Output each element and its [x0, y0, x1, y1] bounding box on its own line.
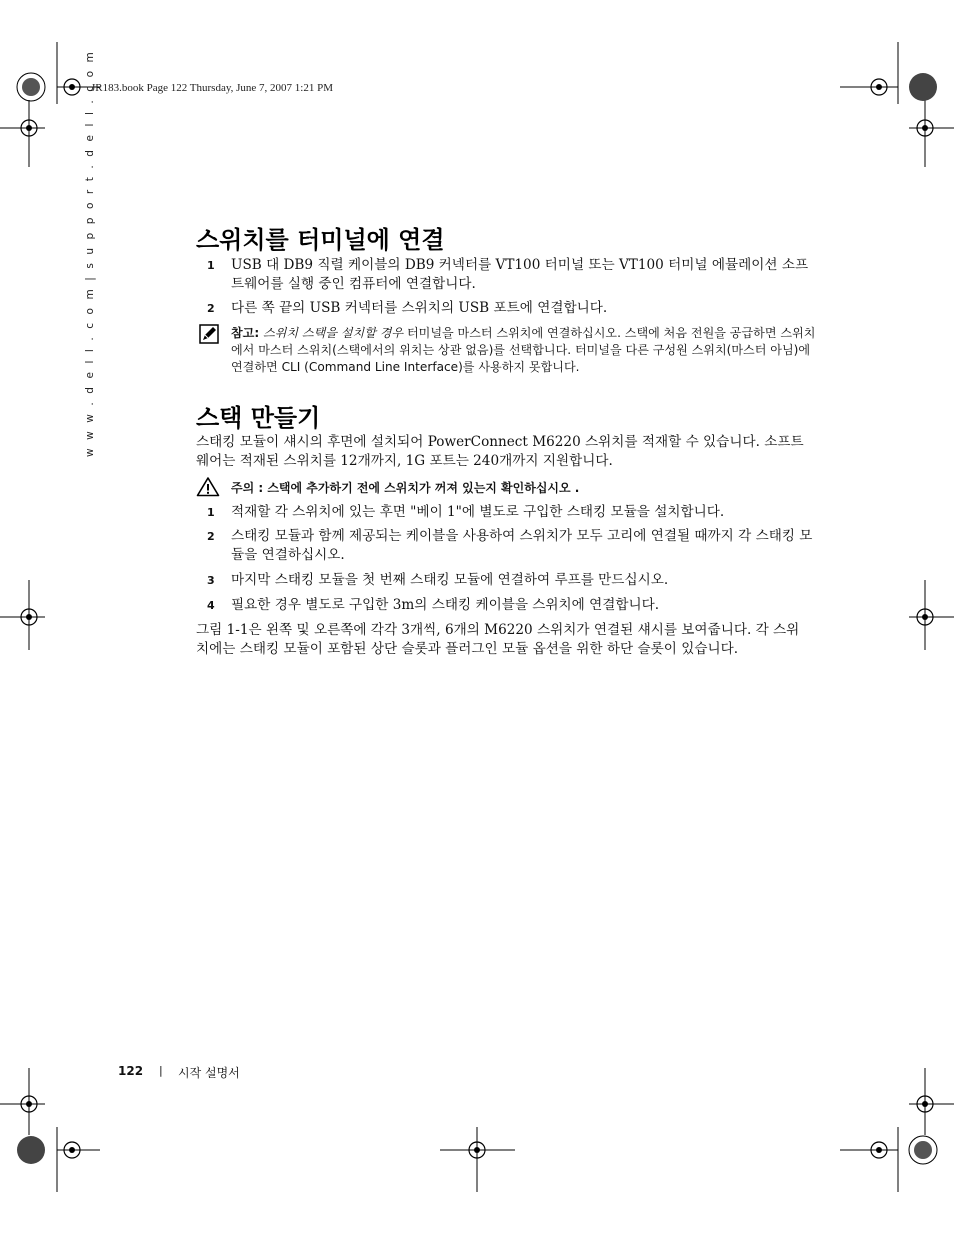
step-text: 다른 쪽 끝의 USB 커넥터를 스위치의 USB 포트에 연결합니다. [231, 300, 608, 316]
closing-paragraph: 그림 1-1은 왼쪽 및 오른쪽에 각각 3개씩, 6개의 M6220 스위치가 연결된 섀시를 보여줍니다. 각 스위치에는 스태킹 모듈이 포함된 상단 슬롯과 플러그인 모듈 옵션을 위한 하단 슬롯이 있습니다. [196, 622, 800, 657]
caution-text: 주의 : 스택에 추가하기 전에 스위치가 꺼져 있는지 확인하십시오 . [231, 481, 580, 495]
note-text: 터미널을 마스터 스위치에 연결하십시오. 스택에 처음 전원을 공급하면 스위치에서 마스터 스위치(스택에서의 위치는 상관 없음)를 선택합니다. 터미널을 다른 구성원 스위치(마스터 아님)에 연결하면 CLI (Command Line Interface)를 사용하지 못합니다. [231, 326, 816, 374]
note-block [231, 325, 816, 376]
side-url-text: w w w . d e l l . c o m | s u p p o r t . d e l l . c o m [84, 49, 96, 457]
print-header: JR183.book Page 122 Thursday, June 7, 2007 1:21 PM [91, 82, 333, 94]
step-number: 2 [207, 530, 215, 543]
step-number: 2 [207, 302, 215, 315]
note-label: 참고: [231, 326, 260, 340]
step-text: 필요한 경우 별도로 구입한 3m의 스태킹 케이블을 스위치에 연결합니다. [231, 597, 660, 613]
step-text: USB 대 DB9 직렬 케이블의 DB9 커넥터를 VT100 터미널 또는 VT100 터미널 에뮬레이션 소프트웨어를 실행 중인 컴퓨터에 연결합니다. [231, 257, 809, 292]
page-number: 122 [118, 1064, 144, 1078]
step-number: 1 [207, 259, 215, 272]
step-number: 1 [207, 506, 215, 519]
footer-separator: | [159, 1064, 163, 1077]
intro-paragraph: 스태킹 모듈이 섀시의 후면에 설치되어 PowerConnect M6220 스위치를 적재할 수 있습니다. 소프트웨어는 적재된 스위치를 12개까지, 1G 포트는 240개까지 지원합니다. [196, 434, 804, 469]
warning-triangle-icon [196, 476, 220, 497]
footer-book-title: 시작 설명서 [178, 1066, 240, 1080]
step-number: 4 [207, 599, 215, 612]
step-text: 스태킹 모듈과 함께 제공되는 케이블을 사용하여 스위치가 모두 고리에 연결될 때까지 각 스태킹 모듈을 연결하십시오. [231, 528, 813, 563]
step-number: 3 [207, 574, 215, 587]
section-title-create-stack: 스택 만들기 [196, 404, 321, 432]
note-italic: 스위치 스택을 설치할 경우 [263, 326, 404, 340]
step-text: 적재할 각 스위치에 있는 후면 "베이 1"에 별도로 구입한 스태킹 모듈을 설치합니다. [231, 504, 725, 520]
pencil-note-icon [199, 324, 219, 344]
step-text: 마지막 스태킹 모듈을 첫 번째 스태킹 모듈에 연결하여 루프를 만드십시오. [231, 572, 669, 588]
side-url [80, 49, 100, 465]
section-title-connect-terminal: 스위치를 터미널에 연결 [196, 226, 445, 254]
